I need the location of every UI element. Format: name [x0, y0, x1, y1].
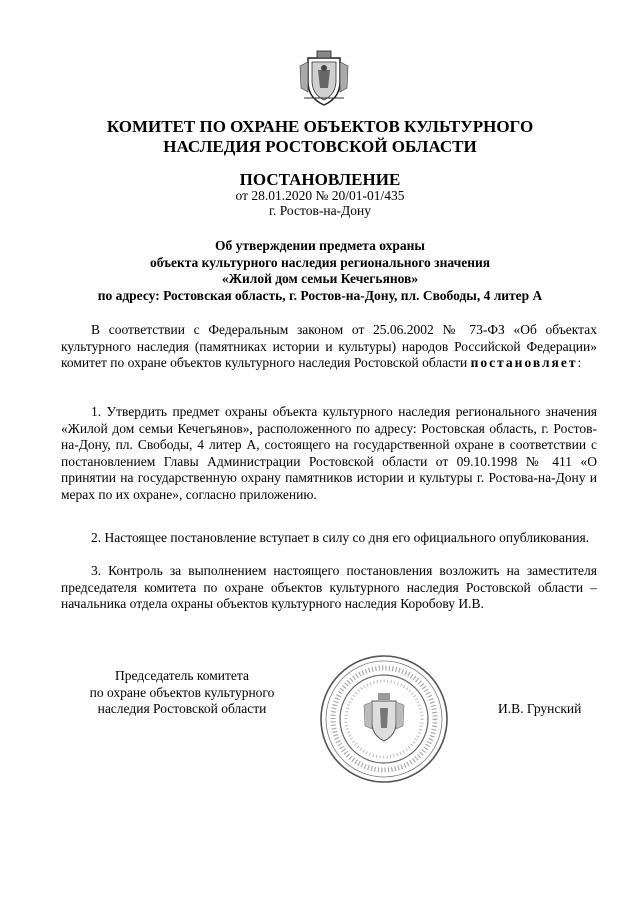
subject-line-2: объекта культурного наследия регионального значения [149, 254, 491, 270]
preamble-ending: : [577, 355, 582, 370]
preamble-text: В соответствии с Федеральным законом от 25.06.2002 № 73-ФЗ «Об объектах культурного наследия (памятниках истории и культуры) народов Российской Федерации» комитет по охране объектов культурного наследия Ростовской области [61, 322, 597, 370]
rostov-coat-of-arms-icon [298, 48, 350, 108]
subject-line-1: Об утверждении предмета охраны [215, 238, 425, 253]
official-seal-stamp-icon [318, 653, 450, 785]
signatory-title [62, 668, 302, 718]
item-2-paragraph: 2. Настоящее постановление вступает в силу со дня его официального опубликования. [91, 530, 590, 545]
resolves-word: постановляет [470, 355, 578, 370]
item-1-paragraph: 1. Утвердить предмет охраны объекта культурного наследия регионального значения «Жилой дом семьи Кечегьянов», расположенного по адресу: Ростовская область, г. Ростов-на-Дону, пл. Свободы, 4 литер А, состоящего на государственной охране в соответствии с постановлением Главы Администрации Ростовской области от 09.10.1998 № 411 «О принятии на государственную охрану памятников истории и культуры г. Ростова-на-Дону и мерах по их охране», согласно приложению. [61, 404, 597, 502]
document-date-number: от 28.01.2020 № 20/01-01/435 [235, 188, 405, 203]
signatory-title-line-2: по охране объектов культурного [89, 684, 275, 700]
subject-line-4: по адресу: Ростовская область, г. Ростов-на-Дону, пл. Свободы, 4 литер А [97, 287, 543, 303]
organization-name [0, 117, 640, 157]
signatory-name: И.В. Грунский [498, 701, 582, 716]
item-3-paragraph: 3. Контроль за выполнением настоящего постановления возложить на заместителя председателя комитета по охране объектов культурного наследия Ростовской области – начальника отдела охраны объектов культурного наследия Коробову И.В. [61, 563, 597, 611]
document-city: г. Ростов-на-Дону [268, 203, 371, 218]
signatory-title-line-3: наследия Ростовской области [97, 701, 267, 716]
org-line-1: КОМИТЕТ ПО ОХРАНЕ ОБЪЕКТОВ КУЛЬТУРНОГО [106, 117, 534, 136]
document-type: ПОСТАНОВЛЕНИЕ [239, 170, 401, 189]
org-line-2: НАСЛЕДИЯ РОСТОВСКОЙ ОБЛАСТИ [163, 137, 477, 156]
subject-line-3: «Жилой дом семьи Кечегьянов» [221, 271, 419, 286]
signatory-title-line-1: Председатель комитета [115, 668, 249, 683]
document-subject [40, 238, 600, 304]
preamble-paragraph [61, 322, 597, 372]
